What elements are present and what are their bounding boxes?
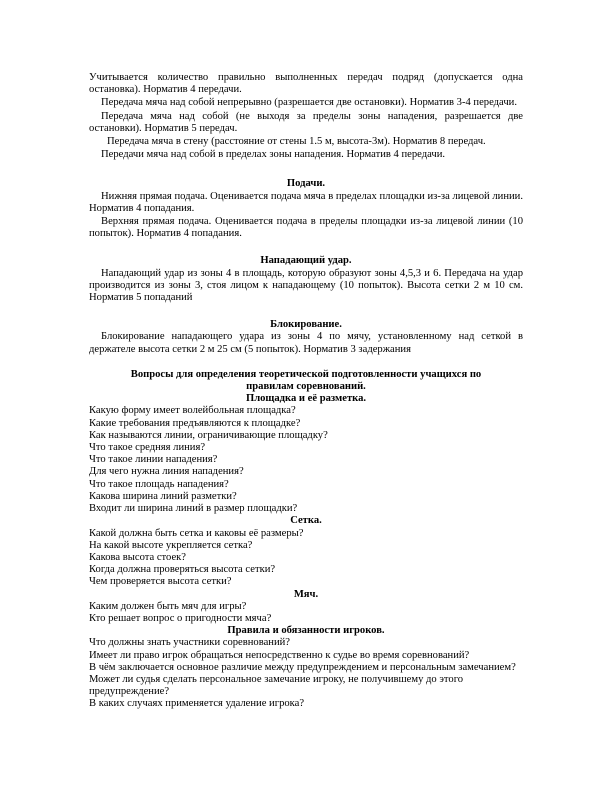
paragraph: Нижняя прямая подача. Оценивается подача мяча в пределах площадки из-за лицевой линии. Норматив 4 попадания. <box>89 190 523 214</box>
list-item: Что должны знать участники соревнований? <box>89 637 291 649</box>
rules-section <box>89 625 523 710</box>
list-item: Для чего нужна линия нападения? <box>89 466 244 478</box>
questions-title: Вопросы для определения теоретической подготовленности учащихся по правилам соревнований. <box>130 368 482 393</box>
paragraph: Передачи мяча над собой в пределах зоны нападения. Норматив 4 передачи. <box>101 149 446 161</box>
attack-section <box>89 255 523 304</box>
list-item: На какой высоте укрепляется сетка? <box>89 539 253 551</box>
list-item: В чём заключается основное различие между предупреждением и персональным замечанием? <box>89 661 516 673</box>
paragraph: Передача мяча над собой непрерывно (разрешается две остановки). Норматив 3-4 передачи. <box>101 97 517 109</box>
list-item: Какие требования предъявляются к площадке? <box>89 417 301 429</box>
list-item: Входит ли ширина линий в размер площадки? <box>89 503 298 515</box>
list-item: Какова ширина линий разметки? <box>89 490 237 502</box>
serve-section <box>89 178 523 240</box>
paragraph: Передача мяча над собой (не выходя за пределы зоны нападения, разрешается две остановки). Норматив 5 передач. <box>89 110 523 134</box>
list-item: Что такое средняя линия? <box>89 442 206 454</box>
passing-section <box>89 72 523 161</box>
section-heading: Правила и обязанности игроков. <box>227 625 385 637</box>
section-heading: Нападающий удар. <box>260 255 352 267</box>
paragraph: Нападающий удар из зоны 4 в площадь, которую образуют зоны 4,5,3 и 6. Передача на удар производится из зоны 3, стоя лицом к нападающему (10 попыток). Высота сетки 2 м 10 см. Норматив 5 попаданий <box>89 267 523 304</box>
section-heading: Сетка. <box>290 515 322 527</box>
list-item: В каких случаях применяется удаление игрока? <box>89 698 305 710</box>
block-section <box>89 319 523 356</box>
document-page <box>89 72 523 711</box>
list-item: Что такое площадь нападения? <box>89 478 229 490</box>
court-section <box>89 393 523 515</box>
section-heading: Подачи. <box>286 178 326 190</box>
question-list <box>89 528 523 589</box>
list-item: Может ли судья сделать персональное замечание игроку, не получившему до этого предупреждение? <box>89 673 464 698</box>
list-item: Каким должен быть мяч для игры? <box>89 600 247 612</box>
list-item: Какой должна быть сетка и каковы её размеры? <box>89 527 304 539</box>
list-item: Какова высота стоек? <box>89 551 187 563</box>
list-item: Когда должна проверяться высота сетки? <box>89 564 276 576</box>
list-item: Имеет ли право игрок обращаться непосредственно к судье во время соревнований? <box>89 649 470 661</box>
section-heading: Блокирование. <box>270 319 342 331</box>
list-item: Что такое линии нападения? <box>89 454 218 466</box>
question-list <box>89 601 523 625</box>
paragraph: Блокирование нападающего удара из зоны 4 по мячу, установленному над сеткой в держателе высота сетки 2 м 25 см (5 попыток). Норматив 3 задержания <box>89 331 523 355</box>
section-heading: Площадка и её разметка. <box>245 393 367 405</box>
list-item: Чем проверяется высота сетки? <box>89 576 232 588</box>
paragraph: Верхняя прямая подача. Оценивается подача в пределы площадки из-за лицевой линии (10 попыток). Норматив 4 попадания. <box>89 216 523 240</box>
paragraph: Передача мяча в стену (расстояние от стены 1.5 м, высота-3м). Норматив 8 передач. <box>107 136 486 148</box>
section-heading: Мяч. <box>293 588 319 600</box>
list-item: Как называются линии, ограничивающие площадку? <box>89 429 328 441</box>
list-item: Какую форму имеет волейбольная площадка? <box>89 405 296 417</box>
ball-section <box>89 589 523 626</box>
question-list <box>89 405 523 515</box>
net-section <box>89 515 523 588</box>
list-item: Кто решает вопрос о пригодности мяча? <box>89 612 272 624</box>
paragraph: Учитывается количество правильно выполненных передач подряд (допускается одна остановка). Норматив 4 передачи. <box>89 72 523 96</box>
question-list <box>89 637 523 710</box>
